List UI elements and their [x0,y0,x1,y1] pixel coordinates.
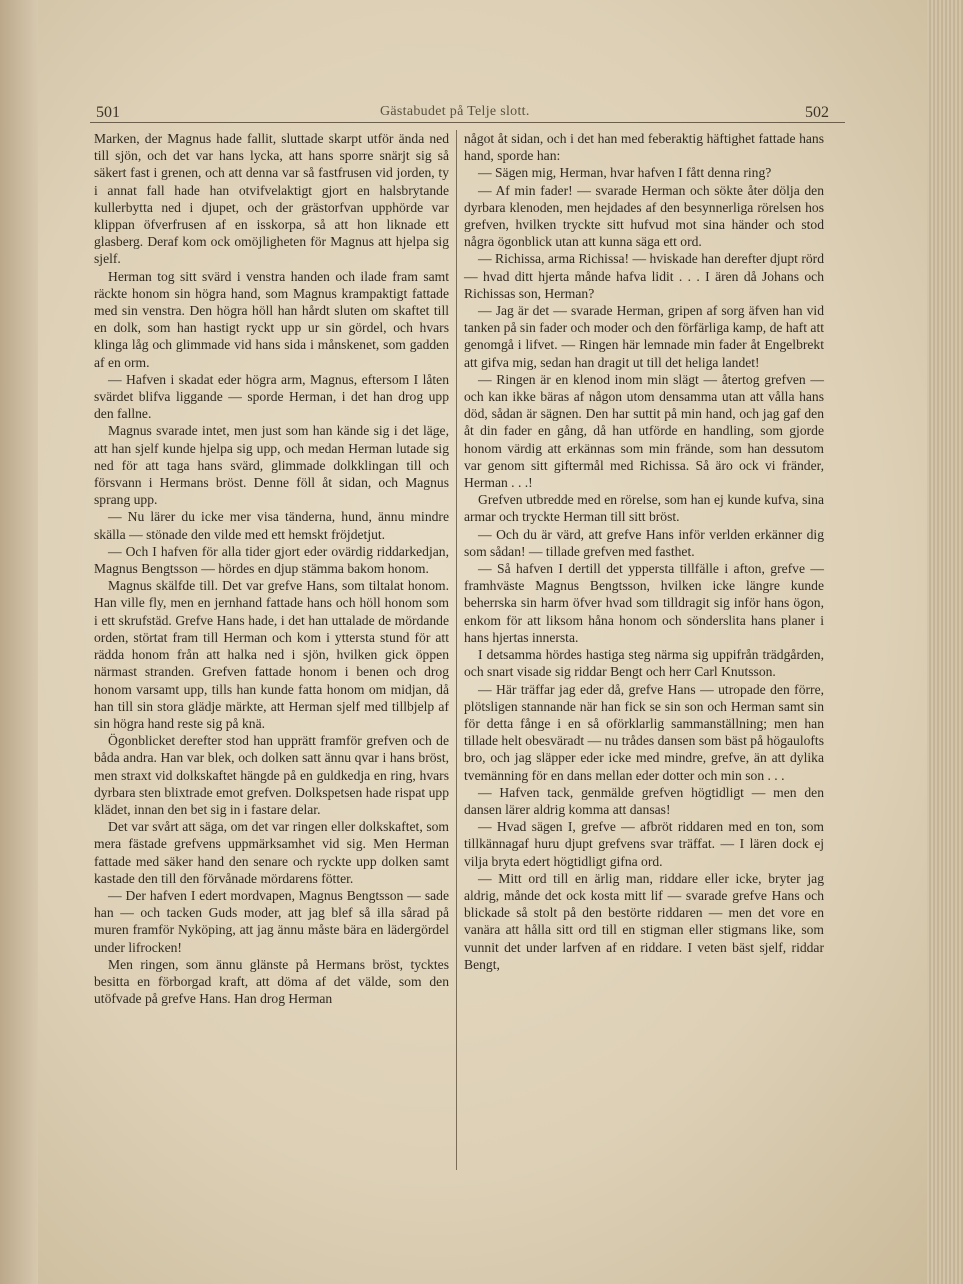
page-shadow-left [0,0,38,1284]
paragraph: — Hafven tack, genmälde grefven högtidligt — men den dansen lärer aldrig komma att dansas! [464,784,824,817]
paragraph: Herman tog sitt svärd i venstra handen och ilade fram samt räckte honom sin högra hand, som Magnus krampaktigt fattade med sin venstra. Den högra höll han hårdt sluten om skaftet till en dolk, som han hastigt ryckt upp ur sin gördel, och hvars klinga låg och glimmade vid hans sida i månskenet, som gadden af en orm. [94,268,449,370]
paragraph: Magnus skälfde till. Det var grefve Hans, som tiltalat honom. Han ville fly, men en jernhand fattade hans och höll honom som i ett skrufstäd. Grefve Hans hade, i det han uttalade de mördande orden, störtat fram till Herman och kom i yttersta stund för att rädda honom från att halka ned i sjön, hvilken gick öppen närmast stranden. Grefven fattade honom i benen och drog honom varsamt upp, tills han kunde fatta honom om midjan, då han till sin stora glädje märkte, att Herman sjelf med tillbjelp af sin högra hand reste sig på knä. [94,578,449,731]
running-title: Gästabudet på Telje slott. [380,104,530,119]
paragraph: — Nu lärer du icke mer visa tänderna, hund, ännu mindre skälla — stönade den vilde med ett hemskt fröjdetjut. [94,509,449,542]
paragraph: Grefven utbredde med en rörelse, som han ej kunde kufva, sina armar och tryckte Herman till sitt bröst. [464,492,824,525]
paragraph: — Här träffar jag eder då, grefve Hans — utropade den förre, plötsligen stannande när han fick se sin son och Herman samt sin för detta fånge i en så oförklarlig sammanställning; men han tillade helt obesväradt — nu trådes dansen som bäst på högaulofts bro, och jag släpper eder icke med mindre, grefve, än att dylika tvemänning för en dans mellan eder dotter och min son . . . [464,681,824,783]
paragraph: — Och I hafven för alla tider gjort eder ovärdig riddarkedjan, Magnus Bengtsson — hördes en djup stämma bakom honom. [94,543,449,577]
paragraph: — Af min fader! — svarade Herman och sökte åter dölja den dyrbara klenoden, men hejdades af den besynnerliga rörelsen hos grefven, hvilken tryckte sitt hufvud mot sina händer och stod några ögonblick utan att kunna säga ett ord. [464,182,824,250]
paragraph: — Richissa, arma Richissa! — hviskade han derefter djupt rörd — hvad ditt hjerta månde hafva lidit . . . I ären då Johans och Richissas son, Herman? [464,251,824,301]
page-stack-edge [927,0,963,1284]
page-number-right: 502 [805,104,829,121]
paragraph: — Sägen mig, Herman, hvar hafven I fått denna ring? [478,165,772,181]
paragraph: — Och du är värd, att grefve Hans inför verlden erkänner dig som sådan! — tillade grefven med fasthet. [464,526,824,559]
paragraph: — Hvad sägen I, grefve — afbröt riddaren med en ton, som tillkännagaf huru djupt grefvens svar träffat. — I lären dock ej vilja bryta edert högtidligt gifna ord. [464,819,824,869]
book-page [80,92,850,1182]
paragraph: något åt sidan, och i det han med feberaktig häftighet fattade hans hand, sporde han: [464,131,824,164]
paragraph: Men ringen, som ännu glänste på Hermans bröst, tycktes besitta en förborgad kraft, att döma af det välde, som den utöfvade på grefve Hans. Han drog Herman [94,956,449,1007]
paragraph: — Mitt ord till en ärlig man, riddare eller icke, bryter jag aldrig, månde det ock kosta mitt lif — svarade grefve Hans och blickade så stolt på den bestörte riddaren — men det vore en vanära att hålla sitt ord till en stigman eller stigmans like, som vunnit det under larfven af en riddare. I veten bäst sjelf, riddar Bengt, [464,870,824,972]
paragraph: Det var svårt att säga, om det var ringen eller dolkskaftet, som mera fästade grefvens uppmärksamhet vid sig. Men Herman fattade med säker hand den senare och ryckte upp dolken samt kastade den till den förvånade mördarens fötter. [94,819,449,886]
paragraph: — Der hafven I edert mordvapen, Magnus Bengtsson — sade han — och tacken Guds moder, att jag blef så illa sårad på muren framför Nyköping, att jag ännu måste bära en lädergördel under lifrocken! [94,887,449,955]
paragraph: — Så hafven I dertill det yppersta tillfälle i afton, grefve — framhväste Magnus Bengtsson, hvilken icke längre kunde beherrska sin harm öfver hvad som tilldragit sig inför hans ögon, enkom för att liksom håna honom och sönderslita hans planer i hans hjertas innersta. [464,561,824,645]
paragraph: Marken, der Magnus hade fallit, sluttade skarpt utför ända ned till sjön, och det var hans lycka, att hans sporre snärjt sig så säkert fast i grenen, och att denna var så fastfrusen vid jorden, ty i annat fall hade han otvifvelaktigt gjort en halsbrytande kullerbytta ned i djupet, och der grästorfvan upphörde var klippan öfverfrusen af en isskorpa, så att hon liknade ett glasberg. Deraf kom ock omöjligheten för Magnus att hjelpa sig sjelf. [94,131,449,267]
page-number-left: 501 [96,104,120,121]
paragraph: Magnus svarade intet, men just som han kände sig i det läge, att han sjelf kunde hjelpa sig upp, och medan Herman lutade sig ned för att taga hans svärd, glimmade dolkklingan till och försvann i Hermans bröst. Denne föll åt sidan, och Magnus sprang upp. [94,423,449,508]
column-divider [456,130,457,1170]
paragraph: I detsamma hördes hastiga steg närma sig uppifrån trädgården, och snart visade sig riddar Bengt och herr Carl Knutsson. [464,647,824,680]
paragraph: — Jag är det — svarade Herman, gripen af sorg äfven han vid tanken på sin fader och moder och den förfärliga kamp, de haft att genomgå i lifvet. — Ringen här lemnade min fader åt Engelbrekt att gifva mig, sedan han dragit ut till det heliga landet! [464,303,824,370]
paragraph: Ögonblicket derefter stod han upprätt framför grefven och de båda andra. Han var blek, och dolken satt ännu qvar i hans bröst, men straxt vid dolkskaftet hängde på en guldkedja en ring, hvars dyrbara sten blixtrade emot grefven. Dolkspetsen hade rispat upp klädet, innan den bet sig in i fastare delar. [94,733,449,817]
paragraph: — Ringen är en klenod inom min slägt — återtog grefven — och kan ikke bäras af någon utom densamma utan att vålla hans död, sådan är sägnen. Den har suttit på min hand, och jag gaf den åt din fader en gång, då han utförde en handling, som gjorde honom värdig att erkännas som min frände, som han dessutom var genom sitt giftermål med Richissa. Så äro ock vi fränder, Herman . . .! [464,371,824,491]
paragraph: — Hafven i skadat eder högra arm, Magnus, eftersom I låten svärdet blifva liggande — sporde Herman, i det han drog upp den fallne. [94,371,449,422]
left-column [94,130,449,1007]
right-column [464,130,824,973]
running-header [90,94,845,123]
